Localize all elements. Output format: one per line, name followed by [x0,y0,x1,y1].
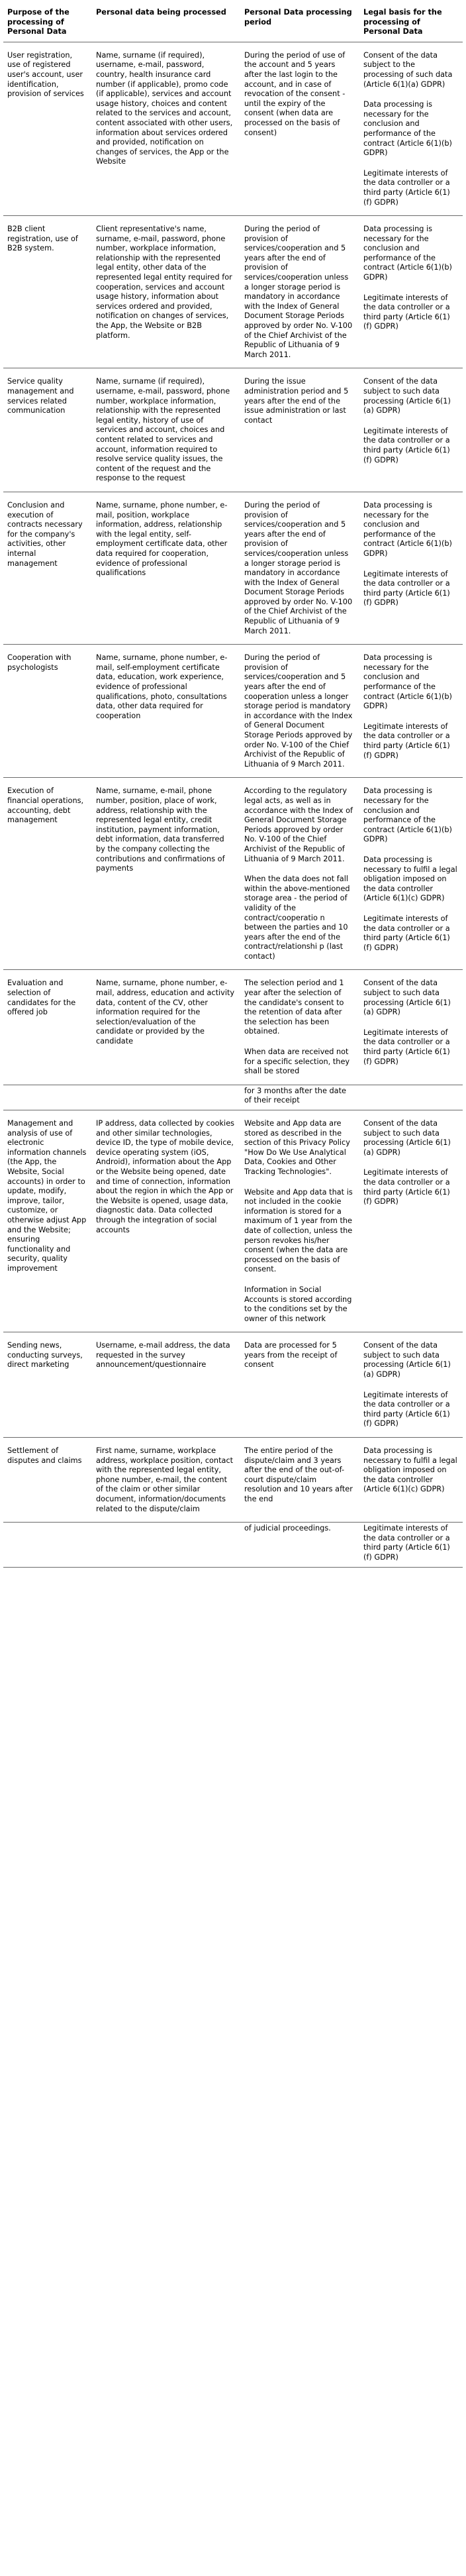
cell-purpose: Management and analysis of use of electronic information channels (the App, the Website, Social accounts) in order to update, modify, improve, tailor, customize, or otherwise adjust App and the Website; ensuring functionality and security, quality improvement [3,1110,92,1332]
cell-legal-basis [359,492,463,644]
cell-personal-data: First name, surname, workplace address, workplace position, contact with the represented legal entity, phone number, e-mail, the content of the claim or other similar document, information/documents related to the dispute/claim [92,1438,240,1523]
cell-purpose: Evaluation and selection of candidates for the offered job [3,970,92,1085]
cell-legal-basis-paragraph: Consent of the data subject to such data processing (Article 6(1)(a) GDPR) [363,979,451,1017]
cell-legal-basis [359,645,463,778]
table-row [3,368,463,492]
table-row [3,216,463,368]
cell-legal-basis-paragraph: Legitimate interests of the data controller or a third party (Article 6(1)(f) GDPR) [363,1524,450,1562]
cell-processing-period: During the period of provision of services/cooperation and 5 years after the end of provision of services/cooperation unless a longer storage period is mandatory in accordance with the Index of General Document Storage Periods approved by order No. V-100 of the Chief Archivist of the Republic of Lithuania of 9 March 2011. [240,492,359,644]
cell-personal-data: Name, surname, phone number, e-mail, address, education and activity data, content of the CV, other information required for the selection/evaluation of the candidate or provided by the candidate [92,970,240,1085]
cell-processing-period-paragraph: Information in Social Accounts is stored according to the conditions set by the owner of this network [244,1285,352,1323]
cell-legal-basis-paragraph: Consent of the data subject to such data processing (Article 6(1)(a) GDPR) [363,1119,451,1157]
cell-processing-period: for 3 months after the date of their receipt [240,1085,359,1110]
cell-legal-basis [359,368,463,492]
cell-processing-period-paragraph: When data are received not for a specific selection, they shall be stored [244,1047,350,1076]
cell-legal-basis [359,1332,463,1438]
cell-purpose: B2B client registration, use of B2B system. [3,216,92,368]
cell-legal-basis-paragraph: Legitimate interests of the data controller or a third party (Article 6(1)(f) GDPR) [363,914,450,952]
cell-processing-period: Data are processed for 5 years from the receipt of consent [240,1332,359,1438]
cell-legal-basis-paragraph: Data processing is necessary for the conclusion and performance of the contract (Article 6(1)(b) GDPR) [363,653,452,711]
cell-legal-basis-paragraph: Legitimate interests of the data controller or a third party (Article 6(1)(f) GDPR) [363,168,450,207]
cell-personal-data: Name, surname, e-mail, phone number, position, place of work, address, relationship with the represented legal entity, credit institution, payment information, debt information, data transferred by the company collecting the contributions and confirmations of payments [92,778,240,970]
cell-personal-data [92,1523,240,1567]
cell-legal-basis-paragraph: Data processing is necessary to fulfil a legal obligation imposed on the data controller (Article 6(1)(c) GDPR) [363,855,457,903]
cell-legal-basis [359,42,463,215]
cell-purpose [3,1085,92,1110]
table-row [3,1332,463,1438]
cell-processing-period: The entire period of the dispute/claim and 3 years after the end of the out-of-court dispute/claim resolution and 10 years after the end [240,1438,359,1523]
cell-purpose: Sending news, conducting surveys, direct marketing [3,1332,92,1438]
cell-processing-period-paragraph: Website and App data are stored as described in the section of this Privacy Policy "How Do We Use Analytical Data, Cookies and Other Tracking Technologies". [244,1119,350,1176]
cell-processing-period: During the period of provision of services/cooperation and 5 years after the end of cooperation unless a longer storage period is mandatory in accordance with the Index of General Document Storage Periods approved by order No. V-100 of the Chief Archivist of the Republic of Lithuania of 9 March 2011. [240,645,359,778]
cell-legal-basis-paragraph: Legitimate interests of the data controller or a third party (Article 6(1)(f) GDPR) [363,1168,450,1207]
cell-legal-basis-paragraph: Consent of the data subject to such data processing (Article 6(1)(a) GDPR) [363,377,451,415]
cell-legal-basis-paragraph: Data processing is necessary for the conclusion and performance of the contract (Article 6(1)(b) GDPR) [363,500,452,558]
cell-purpose: Conclusion and execution of contracts necessary for the company's activities, other internal management [3,492,92,644]
cell-legal-basis-paragraph: Data processing is necessary for the conclusion and performance of the contract (Article 6(1)(b) GDPR) [363,786,452,844]
cell-personal-data: Client representative's name, surname, e-mail, password, phone number, workplace information, relationship with the represented legal entity, other data of the represented legal entity required for cooperation, services and account usage history, information about services ordered and provided, notification on changes of services, the App, the Website or B2B platform. [92,216,240,368]
table-row-continuation [3,1085,463,1110]
cell-legal-basis-paragraph: Consent of the data subject to such data processing (Article 6(1)(a) GDPR) [363,1341,451,1379]
table-row [3,970,463,1085]
cell-processing-period [240,778,359,970]
cell-processing-period: During the period of use of the account and 5 years after the last login to the account, and in case of revocation of the consent - until the expiry of the consent (when data are processed on the basis of consent) [240,42,359,215]
table-row [3,1438,463,1523]
cell-personal-data: Name, surname, phone number, e-mail, self-employment certificate data, education, work experience, evidence of professional qualifications, photo, consultations data, other data required for cooperation [92,645,240,778]
cell-purpose: User registration, use of registered user's account, user identification, provision of services [3,42,92,215]
table-row [3,778,463,970]
cell-legal-basis-paragraph: Legitimate interests of the data controller or a third party (Article 6(1)(f) GDPR) [363,1028,450,1066]
cell-legal-basis-paragraph: Legitimate interests of the data controller or a third party (Article 6(1)(f) GDPR) [363,1390,450,1428]
header-purpose: Purpose of the processing of Personal Data [3,0,92,42]
cell-processing-period-paragraph: The selection period and 1 year after the selection of the candidate's consent to the retention of data after the selection has been obtained. [244,979,344,1036]
personal-data-processing-table [3,0,463,1568]
cell-legal-basis [359,1438,463,1523]
cell-legal-basis-paragraph: Data processing is necessary to fulfil a legal obligation imposed on the data controller (Article 6(1)(c) GDPR) [363,1446,457,1494]
table-row [3,645,463,778]
cell-legal-basis [359,1085,463,1110]
cell-legal-basis-paragraph: Legitimate interests of the data controller or a third party (Article 6(1)(f) GDPR) [363,722,450,760]
cell-legal-basis-paragraph: Legitimate interests of the data controller or a third party (Article 6(1)(f) GDPR) [363,426,450,464]
cell-purpose [3,1523,92,1567]
table-row-continuation [3,1523,463,1567]
cell-purpose: Execution of financial operations, accounting, debt management [3,778,92,970]
cell-legal-basis [359,970,463,1085]
cell-personal-data: Name, surname, phone number, e-mail, position, workplace information, address, relationship with the legal entity, self-employment certificate data, other data required for cooperation, evidence of professional qualifications [92,492,240,644]
cell-personal-data: IP address, data collected by cookies and other similar technologies, device ID, the type of mobile device, device operating system (iOS, Android), information about the App or the Website being opened, date and time of connection, information about the region in which the App or the Website is opened, usage data, diagnostic data. Data collected through the integration of social accounts [92,1110,240,1332]
cell-processing-period-paragraph: Website and App data that is not included in the cookie information is stored for a maximum of 1 year from the date of collection, unless the person revokes his/her consent (when the data are processed on the basis of consent. [244,1187,353,1274]
cell-personal-data: Username, e-mail address, the data requested in the survey announcement/questionnaire [92,1332,240,1438]
cell-legal-basis-paragraph: Legitimate interests of the data controller or a third party (Article 6(1)(f) GDPR) [363,569,450,608]
cell-legal-basis-paragraph: Consent of the data subject to the processing of such data (Article 6(1)(a) GDPR) [363,50,453,89]
cell-processing-period-paragraph: According to the regulatory legal acts, as well as in accordance with the Index of General Document Storage Periods approved by order No. V-100 of the Chief Archivist of the Republic of Lithuania of 9 March 2011. [244,786,353,863]
cell-legal-basis-paragraph: Legitimate interests of the data controller or a third party (Article 6(1)(f) GDPR) [363,293,450,331]
cell-legal-basis-paragraph: Data processing is necessary for the conclusion and performance of the contract (Article 6(1)(b) GDPR) [363,100,452,158]
cell-processing-period [240,970,359,1085]
table-header-row [3,0,463,42]
cell-processing-period [240,1110,359,1332]
header-processing-period: Personal Data processing period [240,0,359,42]
cell-purpose: Cooperation with psychologists [3,645,92,778]
cell-legal-basis [359,1523,463,1567]
cell-purpose: Service quality management and services related communication [3,368,92,492]
table-row [3,42,463,215]
cell-processing-period: During the issue administration period and 5 years after the end of the issue administration or last contact [240,368,359,492]
cell-legal-basis [359,1110,463,1332]
header-personal-data: Personal data being processed [92,0,240,42]
cell-legal-basis [359,778,463,970]
cell-purpose: Settlement of disputes and claims [3,1438,92,1523]
cell-personal-data [92,1085,240,1110]
cell-processing-period: During the period of provision of services/cooperation and 5 years after the end of provision of services/cooperation unless a longer storage period is mandatory in accordance with the Index of General Document Storage Periods approved by order No. V-100 of the Chief Archivist of the Republic of Lithuania of 9 March 2011. [240,216,359,368]
table-row [3,1110,463,1332]
cell-processing-period: of judicial proceedings. [240,1523,359,1567]
cell-legal-basis [359,216,463,368]
table-body [3,42,463,1567]
cell-legal-basis-paragraph: Data processing is necessary for the conclusion and performance of the contract (Article 6(1)(b) GDPR) [363,225,452,282]
header-legal-basis: Legal basis for the processing of Personal Data [359,0,463,42]
cell-processing-period-paragraph: When the data does not fall within the above-mentioned storage area - the period of validity of the contract/cooperatio n between the parties and 10 years after the end of the contract/relationshi p (last contact) [244,875,350,961]
cell-personal-data: Name, surname (if required), username, e-mail, password, country, health insurance card number (if applicable), promo code (if applicable), services and account usage history, choices and content related to the services and account, content associated with other users, information about services ordered and provided, notification on changes of services, the App or the Website [92,42,240,215]
table-row [3,492,463,644]
cell-personal-data: Name, surname (if required), username, e-mail, password, phone number, workplace information, relationship with the represented legal entity, history of use of services and account, choices and content related to services and account, information required to resolve service quality issues, the content of the request and the response to the request [92,368,240,492]
